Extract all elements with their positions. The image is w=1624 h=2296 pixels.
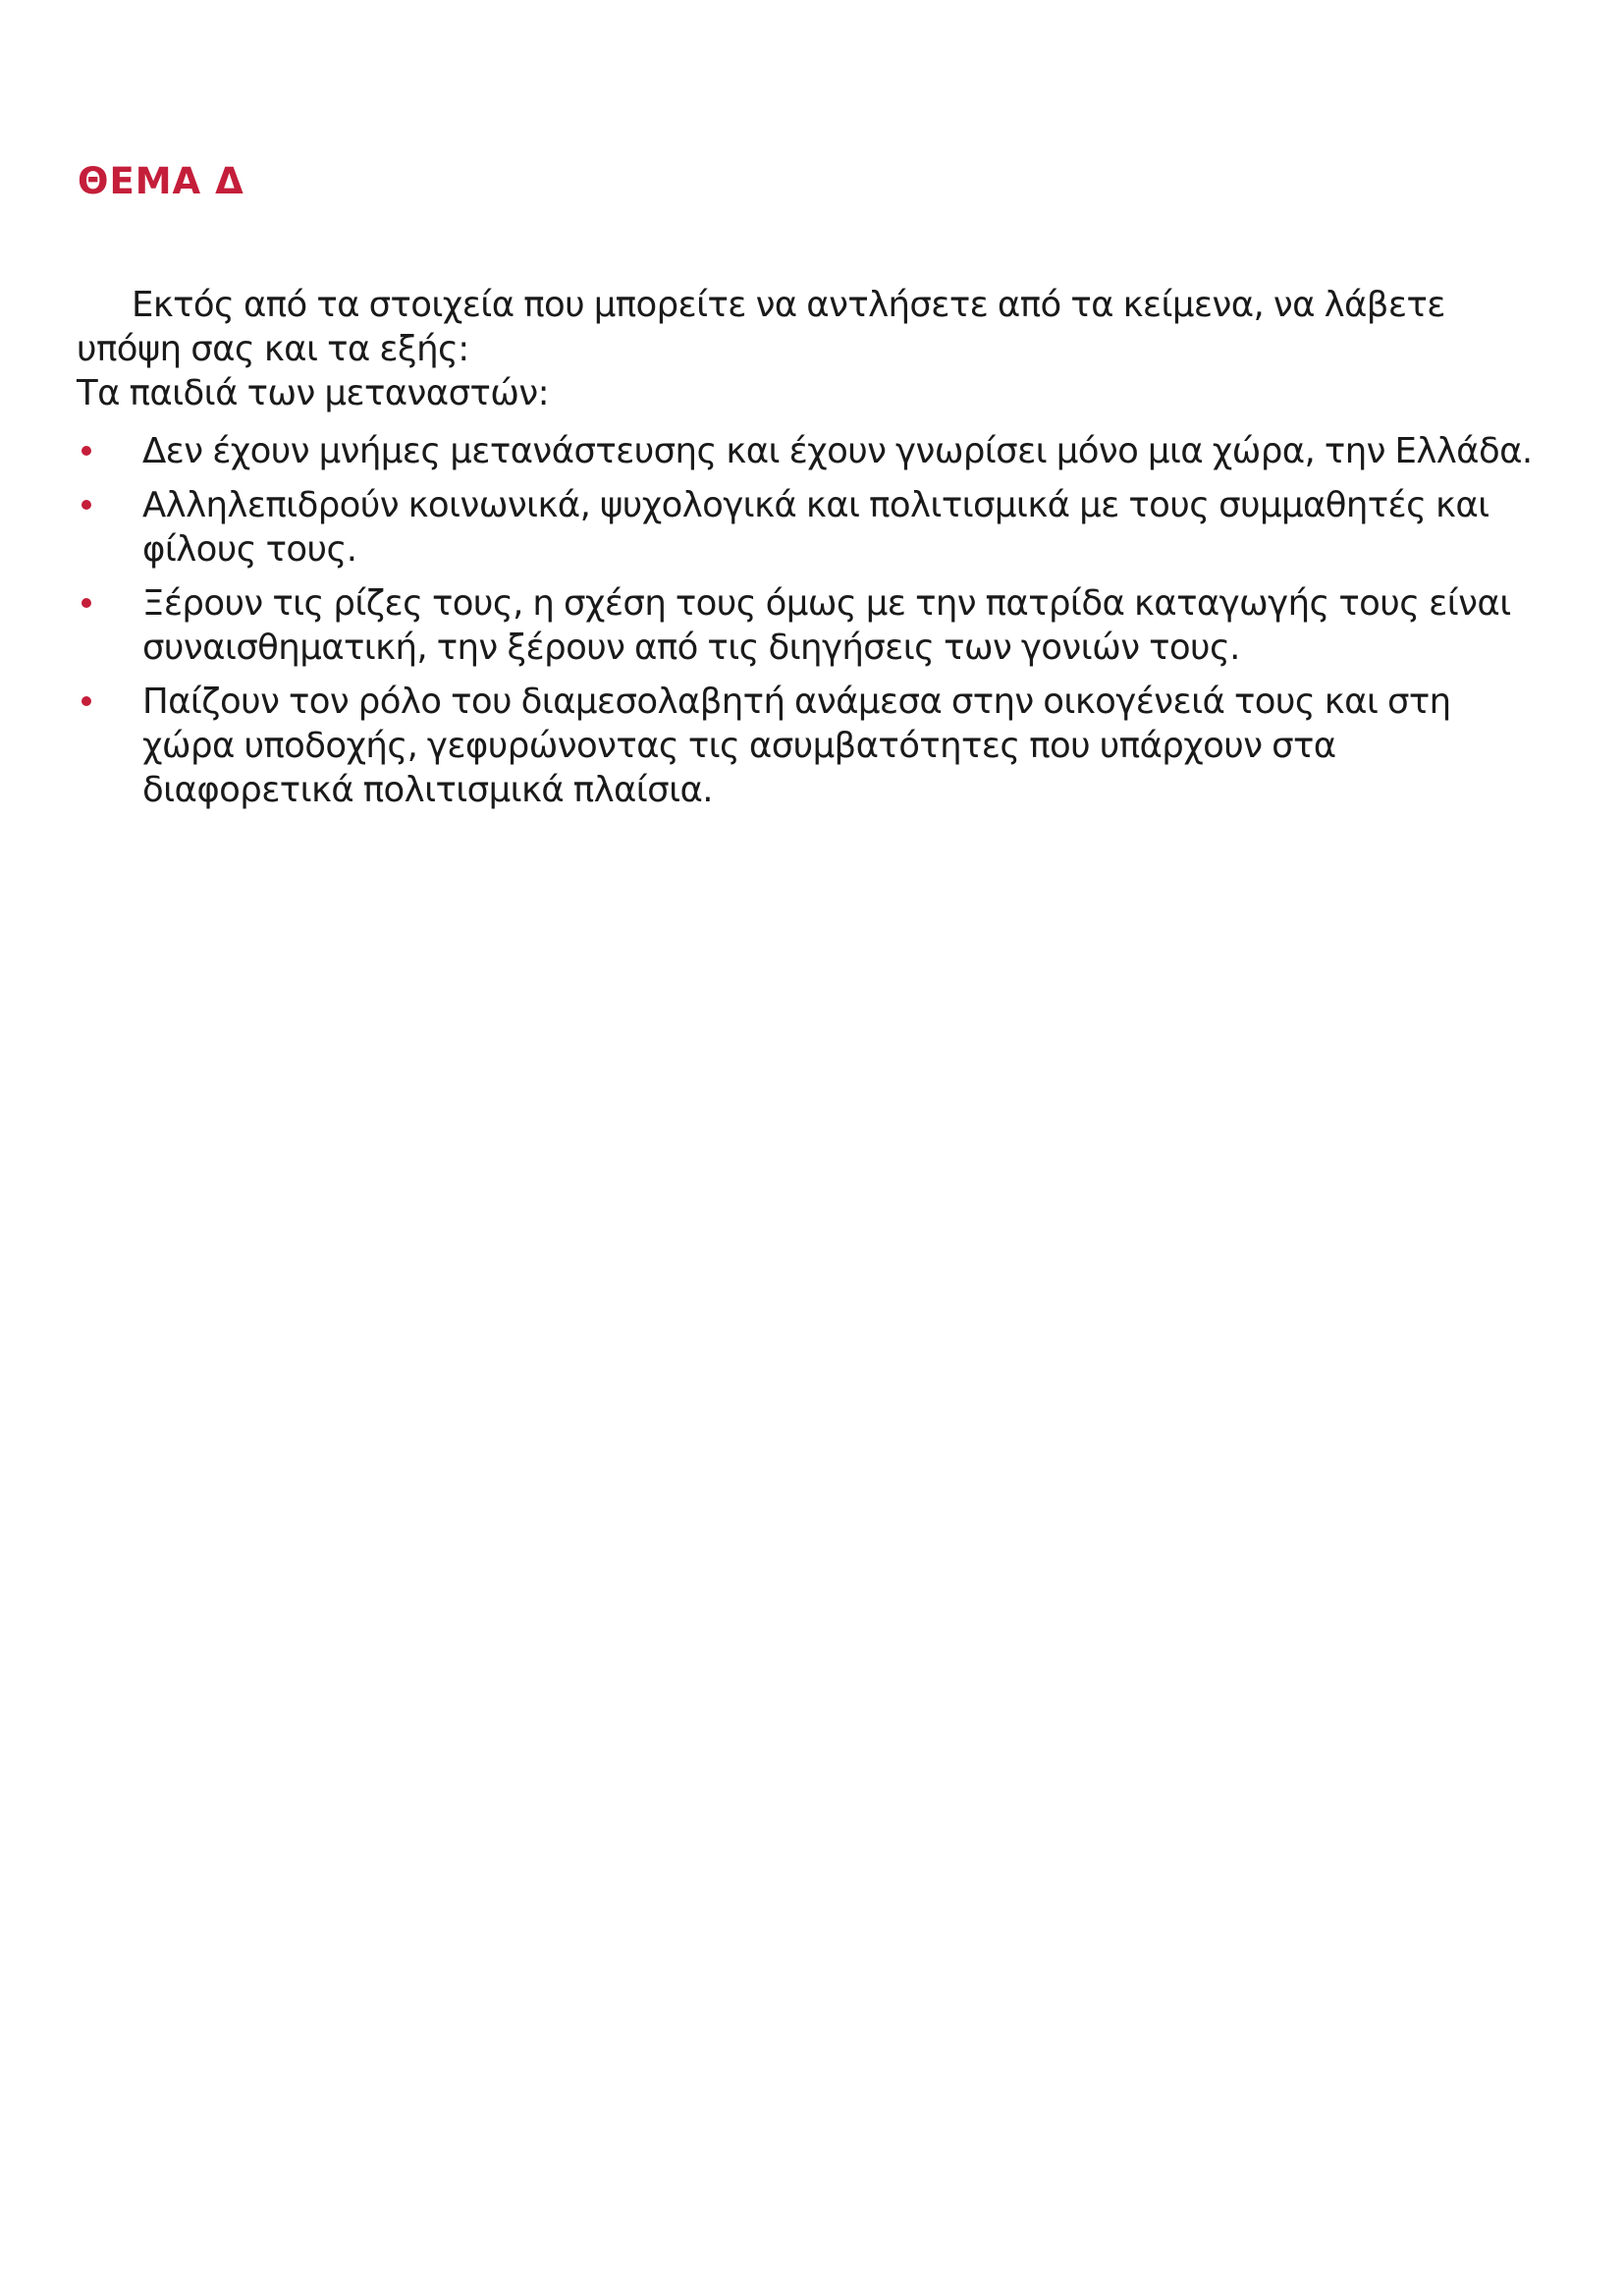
bullet-dot-icon: [81, 598, 91, 608]
bullet-list: [77, 429, 1545, 812]
section-heading: ΘΕΜΑ Δ: [78, 160, 244, 202]
bullet-item: [77, 483, 1545, 572]
bullet-item: [77, 680, 1545, 812]
bullet-dot-icon: [81, 500, 91, 510]
bullet-text: Αλληλεπιδρούν κοινωνικά, ψυχολογικά και πολιτισμικά με τους συμμαθητές και φίλους τους.: [142, 485, 1489, 570]
bullet-item: [77, 581, 1545, 670]
bullet-dot-icon: [81, 446, 91, 456]
intro-paragraph: Εκτός από τα στοιχεία που μπορείτε να αντλήσετε από τα κείμενα, να λάβετε υπόψη σας και τα εξής:: [77, 285, 1445, 369]
bullet-dot-icon: [81, 696, 91, 706]
bullet-text: Ξέρουν τις ρίζες τους, η σχέση τους όμως με την πατρίδα καταγωγής τους είναι συναισθηματική, την ξέρουν από τις διηγήσεις των γονιών τους.: [142, 583, 1511, 668]
bullet-item: [77, 429, 1545, 473]
bullet-text: Παίζουν τον ρόλο του διαμεσολαβητή ανάμεσα στην οικογένειά τους και στη χώρα υποδοχής, γεφυρώνοντας τις ασυμβατότητες που υπάρχουν στα διαφορετικά πολιτισμικά πλαίσια.: [142, 682, 1451, 810]
bullet-text: Δεν έχουν μνήμες μετανάστευσης και έχουν γνωρίσει μόνο μια χώρα, την Ελλάδα.: [142, 431, 1533, 471]
document-body: [77, 283, 1545, 812]
list-lead-text: Τα παιδιά των μεταναστών:: [77, 373, 549, 413]
